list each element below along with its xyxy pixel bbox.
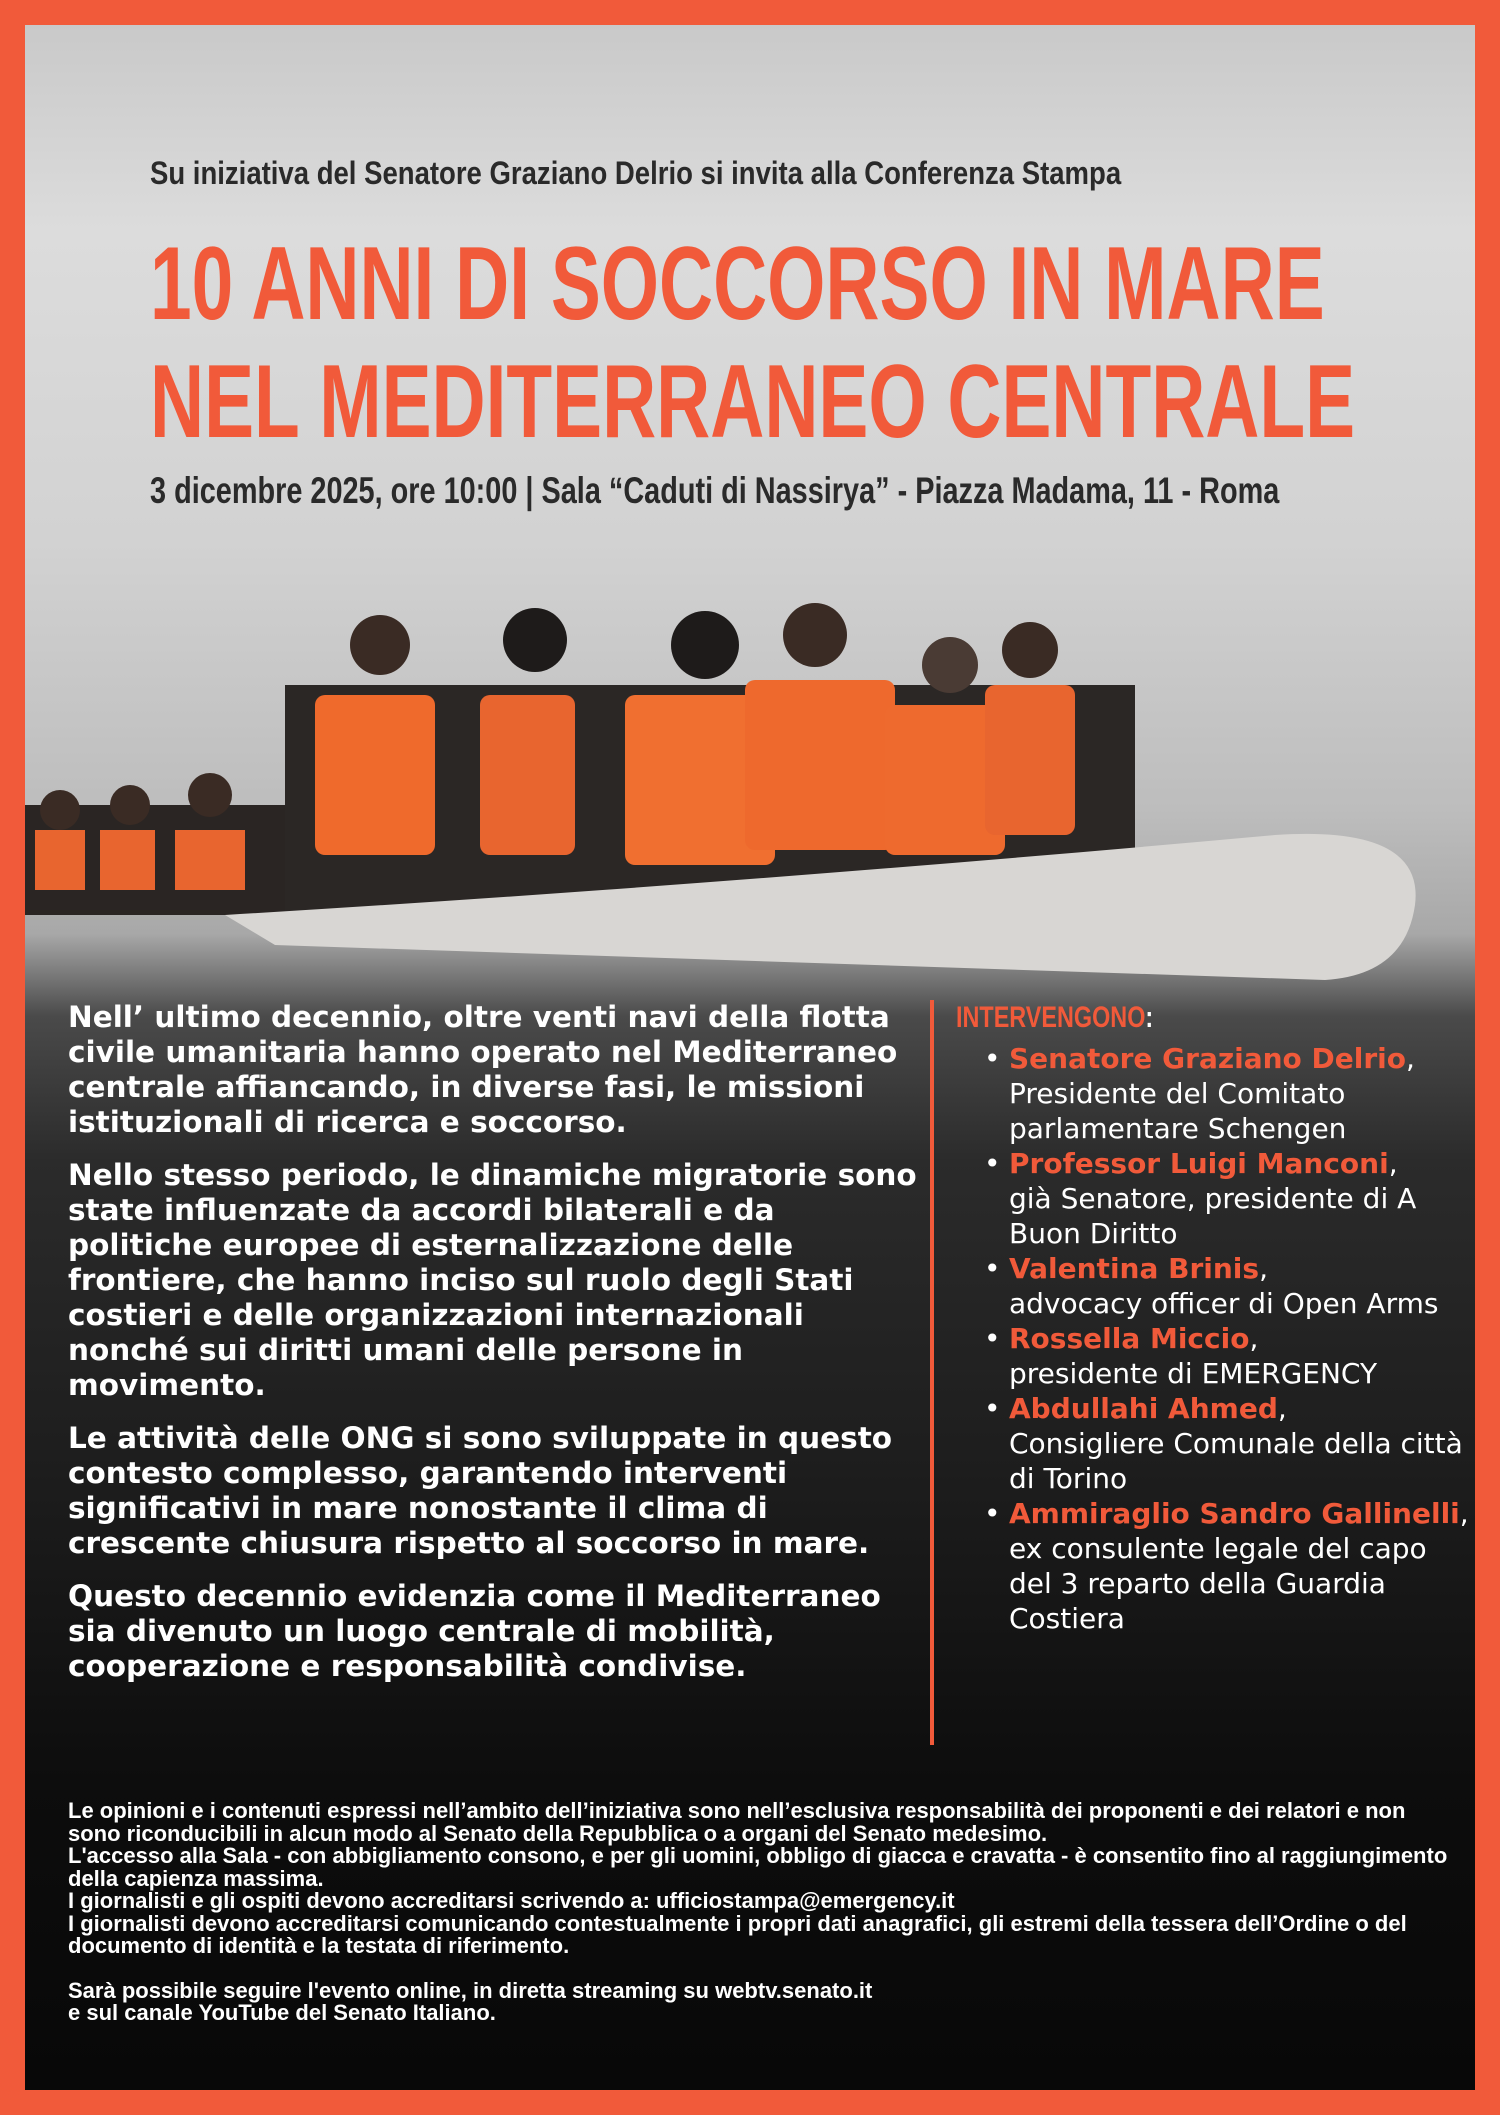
paragraph: Nell’ ultimo decennio, oltre venti navi della flotta civile umanitaria hanno operato nel Mediterraneo centrale affiancando, in diverse fasi, le missioni istituzionali di ricerca e soccorso. bbox=[68, 1000, 898, 1139]
speaker-role: advocacy officer di Open Arms bbox=[1009, 1287, 1439, 1320]
speakers-panel bbox=[930, 1000, 1470, 1745]
speaker-item: • Abdullahi Ahmed, Consigliere Comunale della città di Torino bbox=[984, 1391, 1470, 1496]
speaker-item: • Valentina Brinis, advocacy officer di Open Arms bbox=[984, 1251, 1470, 1321]
paragraph: Le attività delle ONG si sono sviluppate in questo contesto complesso, garantendo interventi significativi in mare nonostante il clima di crescente chiusura rispetto al soccorso in mare. bbox=[68, 1421, 893, 1560]
dress-code-note: L'accesso alla Sala - con abbigliamento consono, e per gli uomini, obbligo di giacca e cravatta - è consentito fino al raggiungimento della capienza massima. bbox=[68, 1843, 1454, 1891]
title-line-1: 10 ANNI DI SOCCORSO IN MARE bbox=[150, 226, 1325, 342]
speaker-name: Valentina Brinis bbox=[1009, 1252, 1260, 1285]
description bbox=[68, 1000, 928, 1702]
speaker-name: Ammiraglio Sandro Gallinelli bbox=[1009, 1497, 1460, 1530]
rescue-boat-photo bbox=[25, 585, 1475, 1005]
paragraph: Questo decennio evidenzia come il Mediterraneo sia divenuto un luogo centrale di mobilità, cooperazione e responsabilità condivise. bbox=[68, 1579, 881, 1683]
speaker-name: Senatore Graziano Delrio bbox=[1009, 1042, 1407, 1075]
page-title bbox=[150, 225, 1355, 461]
speaker-role: Presidente del Comitato parlamentare Schengen bbox=[1009, 1077, 1347, 1145]
speaker-name: Rossella Miccio bbox=[1009, 1322, 1250, 1355]
accreditation-details: I giornalisti devono accreditarsi comunicando contestualmente i propri dati anagrafici, gli estremi della tessera dell’Ordine o del documento di identità e la testata di riferimento. bbox=[68, 1910, 1413, 1958]
speaker-role: ex consulente legale del capo del 3 reparto della Guardia Costiera bbox=[1009, 1532, 1427, 1635]
speaker-name: Abdullahi Ahmed bbox=[1009, 1392, 1278, 1425]
streaming-note: Sarà possibile seguire l'evento online, in diretta streaming su webtv.senato.it e sul canale YouTube del Senato Italiano. bbox=[68, 1977, 873, 2025]
accreditation-email: I giornalisti e gli ospiti devono accreditarsi scrivendo a: ufficiostampa@emergency.it bbox=[68, 1888, 955, 1913]
speakers-list bbox=[984, 1041, 1470, 1636]
speaker-item: • Ammiraglio Sandro Gallinelli, ex consulente legale del capo del 3 reparto della Guardia Costiera bbox=[984, 1496, 1470, 1636]
date-place: 3 dicembre 2025, ore 10:00 | Sala “Caduti di Nassirya” - Piazza Madama, 11 - Roma bbox=[150, 470, 1280, 511]
speaker-item: • Senatore Graziano Delrio, Presidente del Comitato parlamentare Schengen bbox=[984, 1041, 1470, 1146]
speaker-role: presidente di EMERGENCY bbox=[1009, 1357, 1378, 1390]
disclaimer: Le opinioni e i contenuti espressi nell’ambito dell’iniziativa sono nell’esclusiva responsabilità dei proponenti e dei relatori e non sono riconducibili in alcun modo al Senato della Repubblica o a organi del Senato medesimo. bbox=[68, 1798, 1412, 1846]
paragraph: Nello stesso periodo, le dinamiche migratorie sono state influenzate da accordi bilaterali e da politiche europee di esternalizzazione delle frontiere, che hanno inciso sul ruolo degli Stati costieri e delle organizzazioni internazionali nonché sui diritti umani delle persone in movimento. bbox=[68, 1158, 917, 1402]
speaker-name: Professor Luigi Manconi bbox=[1009, 1147, 1389, 1180]
speaker-role: Consigliere Comunale della città di Torino bbox=[1009, 1427, 1463, 1495]
speaker-role: già Senatore, presidente di A Buon Diritto bbox=[1009, 1182, 1417, 1250]
speakers-heading: INTERVENGONO: bbox=[956, 1001, 1154, 1034]
speaker-item: • Rossella Miccio, presidente di EMERGENCY bbox=[984, 1321, 1470, 1391]
subtitle: Su iniziativa del Senatore Graziano Delrio si invita alla Conferenza Stampa bbox=[150, 155, 1122, 191]
title-line-2: NEL MEDITERRANEO CENTRALE bbox=[150, 344, 1356, 460]
footer-notes bbox=[68, 1798, 1454, 2025]
poster bbox=[25, 25, 1475, 2090]
speaker-item: • Professor Luigi Manconi, già Senatore, presidente di A Buon Diritto bbox=[984, 1146, 1470, 1251]
